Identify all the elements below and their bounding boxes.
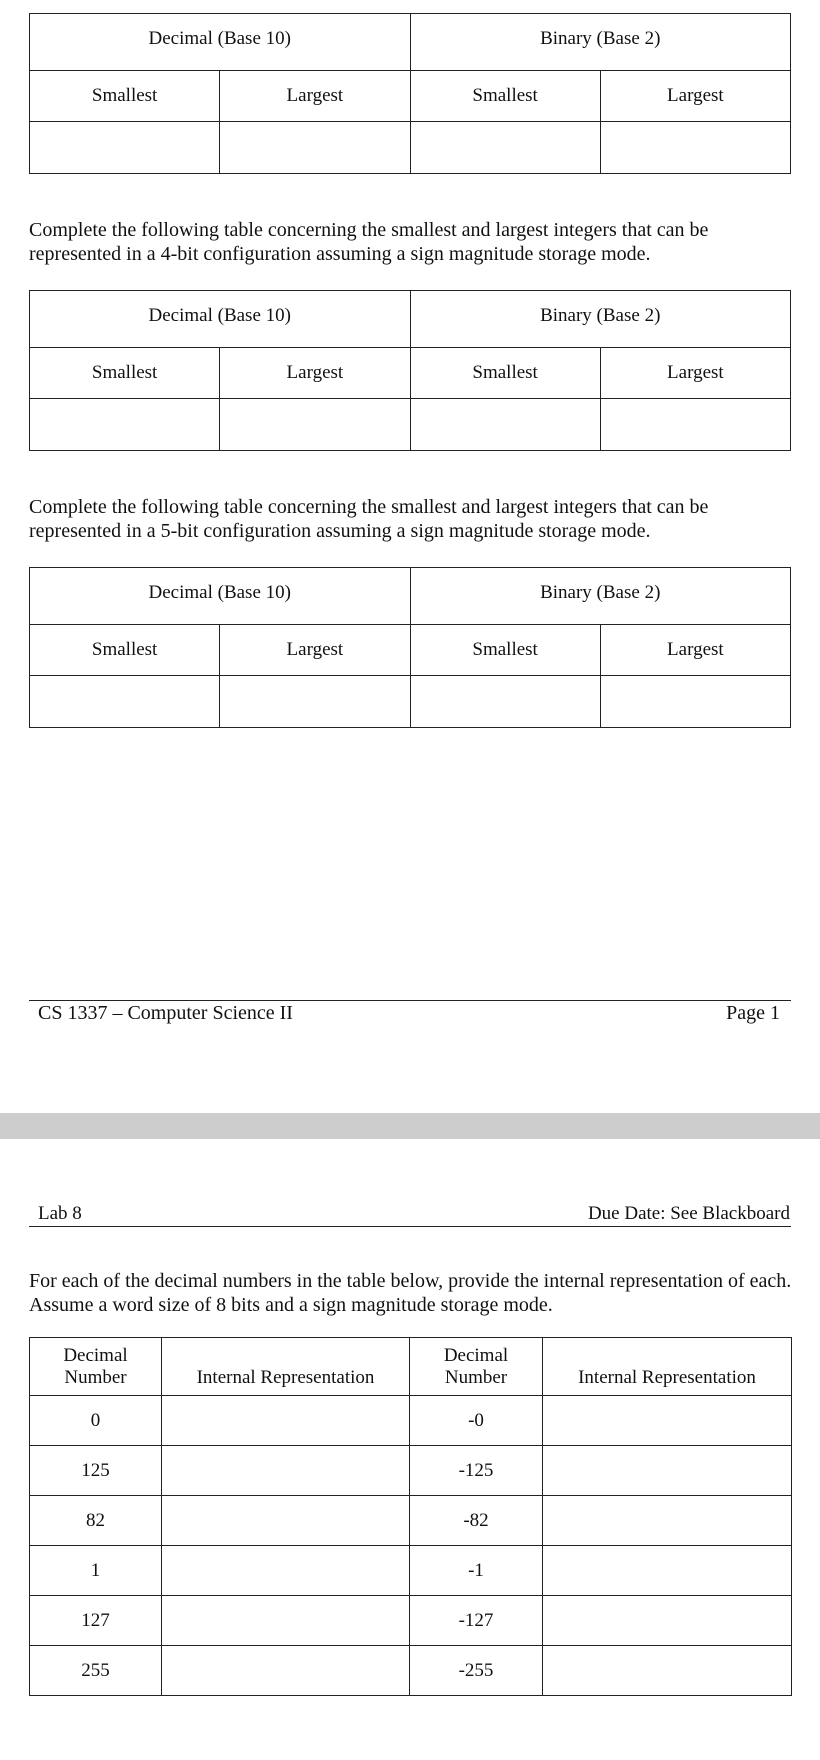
answer-cell-binary-largest[interactable] <box>600 122 790 174</box>
representation-answer-cell[interactable] <box>543 1396 792 1446</box>
footer-page-number: Page 1 <box>726 1002 780 1024</box>
header-decimal-smallest: Smallest <box>30 625 220 676</box>
table-row <box>30 1446 792 1496</box>
decimal-value-cell: 82 <box>30 1496 162 1546</box>
header-internal-representation: Internal Representation <box>543 1338 792 1396</box>
header-decimal-largest: Largest <box>220 348 410 399</box>
instruction-representation: For each of the decimal numbers in the table below, provide the internal representation of each. Assume a word size of 8 bits and a sign magnitude storage mode. <box>29 1270 792 1316</box>
range-table-1 <box>29 13 791 174</box>
decimal-value-cell: 255 <box>30 1646 162 1696</box>
header-binary-largest: Largest <box>600 348 790 399</box>
representation-answer-cell[interactable] <box>162 1446 410 1496</box>
decimal-value-cell: -0 <box>410 1396 543 1446</box>
table-row <box>30 1646 792 1696</box>
instruction-5-bit: Complete the following table concerning the smallest and largest integers that can be represented in a 5-bit configuration assuming a sign magnitude storage mode. <box>29 496 709 542</box>
due-date: Due Date: See Blackboard <box>587 1203 790 1224</box>
header-decimal-number: Decimal Number <box>410 1338 543 1396</box>
range-table-4-bit <box>29 290 791 451</box>
answer-cell-decimal-smallest[interactable] <box>30 122 220 174</box>
representation-answer-cell[interactable] <box>543 1546 792 1596</box>
header-decimal-smallest: Smallest <box>30 71 220 122</box>
representation-answer-cell[interactable] <box>162 1546 410 1596</box>
answer-cell-decimal-largest[interactable] <box>220 676 410 728</box>
answer-cell-decimal-largest[interactable] <box>220 122 410 174</box>
answer-cell-decimal-largest[interactable] <box>220 399 410 451</box>
answer-cell-binary-largest[interactable] <box>600 399 790 451</box>
answer-cell-binary-largest[interactable] <box>600 676 790 728</box>
header-binary-smallest: Smallest <box>410 71 600 122</box>
header-decimal-base-10: Decimal (Base 10) <box>30 568 411 625</box>
header-divider <box>29 1226 791 1227</box>
representation-answer-cell[interactable] <box>162 1596 410 1646</box>
decimal-value-cell: 1 <box>30 1546 162 1596</box>
header-decimal-smallest: Smallest <box>30 348 220 399</box>
representation-answer-cell[interactable] <box>162 1496 410 1546</box>
table-row <box>30 1496 792 1546</box>
header-decimal-base-10: Decimal (Base 10) <box>30 291 411 348</box>
representation-answer-cell[interactable] <box>543 1446 792 1496</box>
representation-answer-cell[interactable] <box>162 1646 410 1696</box>
representation-answer-cell[interactable] <box>543 1496 792 1546</box>
header-decimal-largest: Largest <box>220 625 410 676</box>
decimal-value-cell: 127 <box>30 1596 162 1646</box>
decimal-value-cell: 125 <box>30 1446 162 1496</box>
header-binary-base-2: Binary (Base 2) <box>410 14 791 71</box>
lab-title: Lab 8 <box>38 1203 82 1224</box>
header-binary-smallest: Smallest <box>410 625 600 676</box>
answer-cell-binary-smallest[interactable] <box>410 122 600 174</box>
header-internal-representation: Internal Representation <box>162 1338 410 1396</box>
header-binary-largest: Largest <box>600 625 790 676</box>
representation-answer-cell[interactable] <box>543 1596 792 1646</box>
header-binary-base-2: Binary (Base 2) <box>410 568 791 625</box>
decimal-value-cell: -255 <box>410 1646 543 1696</box>
decimal-value-cell: -125 <box>410 1446 543 1496</box>
footer-divider <box>29 1000 791 1001</box>
decimal-value-cell: -1 <box>410 1546 543 1596</box>
answer-cell-binary-smallest[interactable] <box>410 399 600 451</box>
header-decimal-largest: Largest <box>220 71 410 122</box>
internal-representation-table <box>29 1337 792 1696</box>
decimal-value-cell: -82 <box>410 1496 543 1546</box>
representation-answer-cell[interactable] <box>543 1646 792 1696</box>
header-binary-smallest: Smallest <box>410 348 600 399</box>
decimal-value-cell: -127 <box>410 1596 543 1646</box>
answer-cell-decimal-smallest[interactable] <box>30 676 220 728</box>
header-binary-base-2: Binary (Base 2) <box>410 291 791 348</box>
representation-answer-cell[interactable] <box>162 1396 410 1446</box>
table-row <box>30 1396 792 1446</box>
header-decimal-base-10: Decimal (Base 10) <box>30 14 411 71</box>
table-row <box>30 1546 792 1596</box>
answer-cell-decimal-smallest[interactable] <box>30 399 220 451</box>
range-table-5-bit <box>29 567 791 728</box>
header-binary-largest: Largest <box>600 71 790 122</box>
page-separator <box>0 1113 820 1139</box>
header-decimal-number: Decimal Number <box>30 1338 162 1396</box>
decimal-value-cell: 0 <box>30 1396 162 1446</box>
table-row <box>30 1596 792 1646</box>
page-2 <box>0 1139 820 1760</box>
answer-cell-binary-smallest[interactable] <box>410 676 600 728</box>
instruction-4-bit: Complete the following table concerning the smallest and largest integers that can be represented in a 4-bit configuration assuming a sign magnitude storage mode. <box>29 219 709 265</box>
footer-course-title: CS 1337 – Computer Science II <box>38 1002 293 1024</box>
